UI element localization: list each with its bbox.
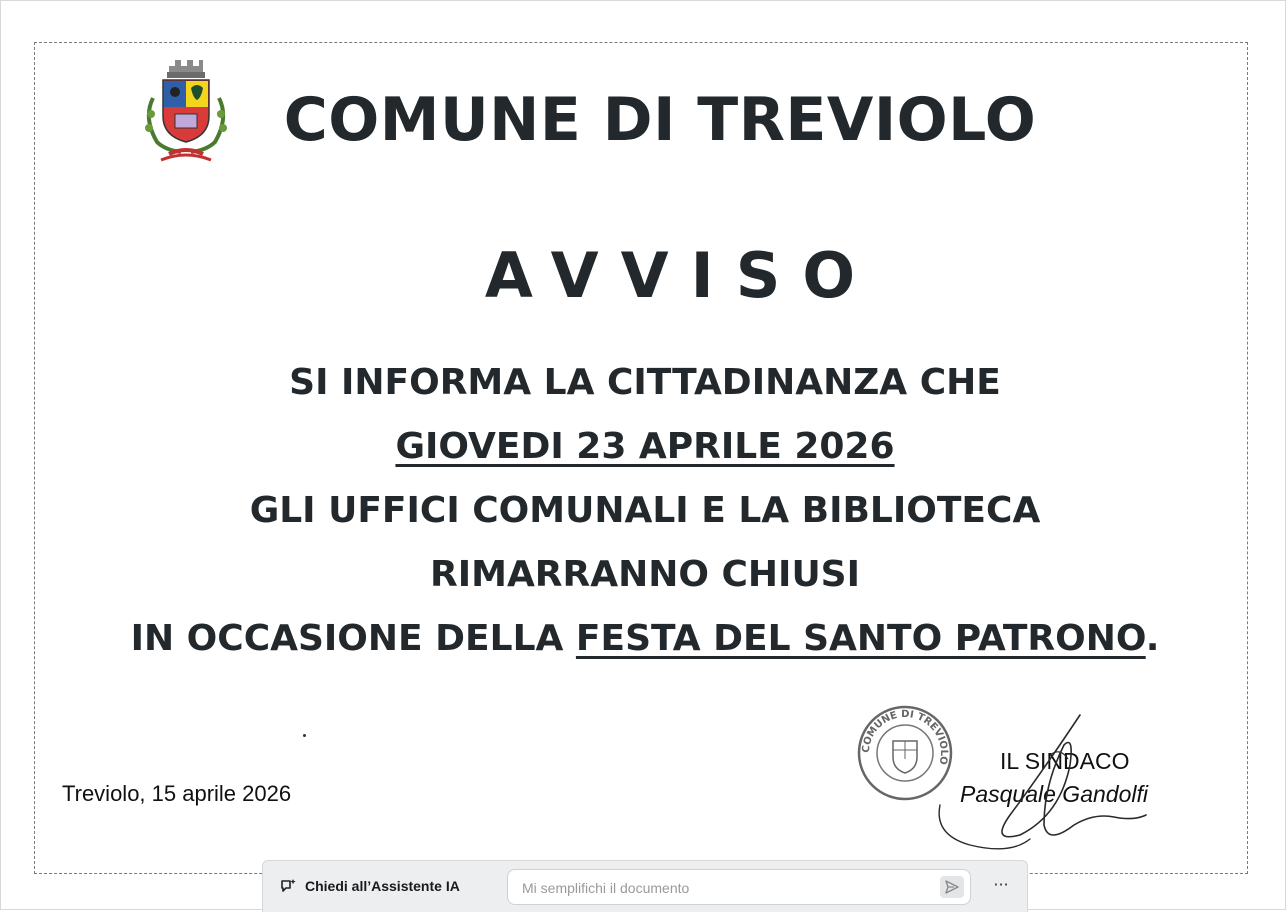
municipality-title: COMUNE DI TREVIOLO bbox=[283, 85, 1037, 155]
ai-input-container bbox=[507, 869, 971, 905]
notice-line-5-suffix: . bbox=[1145, 618, 1160, 659]
ai-question-input[interactable] bbox=[520, 876, 924, 900]
handwritten-signature bbox=[930, 705, 1160, 865]
notice-line-5-prefix: IN OCCASIONE DELLA bbox=[130, 618, 576, 659]
notice-line-4: RIMARRANNO CHIUSI bbox=[430, 554, 860, 595]
place-and-date: Treviolo, 15 aprile 2026 bbox=[62, 781, 292, 806]
ai-chat-icon bbox=[279, 877, 297, 895]
send-button[interactable] bbox=[940, 876, 964, 898]
closure-date: GIOVEDI 23 APRILE 2026 bbox=[395, 426, 895, 467]
signatory-title: IL SINDACO bbox=[1000, 748, 1130, 774]
svg-text:COMUNE DI TREVIOLO: COMUNE DI TREVIOLO bbox=[860, 708, 950, 766]
ai-assistant-bar bbox=[262, 860, 1028, 912]
coat-of-arms-logo bbox=[139, 58, 233, 166]
notice-line-1: SI INFORMA LA CITTADINANZA CHE bbox=[289, 362, 1001, 403]
scan-speck bbox=[303, 734, 306, 737]
notice-line-3: GLI UFFICI COMUNALI E LA BIBLIOTECA bbox=[249, 490, 1041, 531]
ask-ai-button[interactable] bbox=[279, 877, 460, 895]
signatory-name: Pasquale Gandolfi bbox=[960, 781, 1148, 807]
send-icon bbox=[945, 880, 959, 894]
ask-ai-label: Chiedi all’Assistente IA bbox=[305, 878, 460, 894]
notice-heading: AVVISO bbox=[484, 239, 878, 312]
more-options-button[interactable]: ··· bbox=[993, 875, 1009, 894]
occasion-text: FESTA DEL SANTO PATRONO bbox=[575, 618, 1146, 659]
notice-line-date bbox=[120, 424, 1170, 470]
notice-line-5 bbox=[120, 616, 1170, 662]
